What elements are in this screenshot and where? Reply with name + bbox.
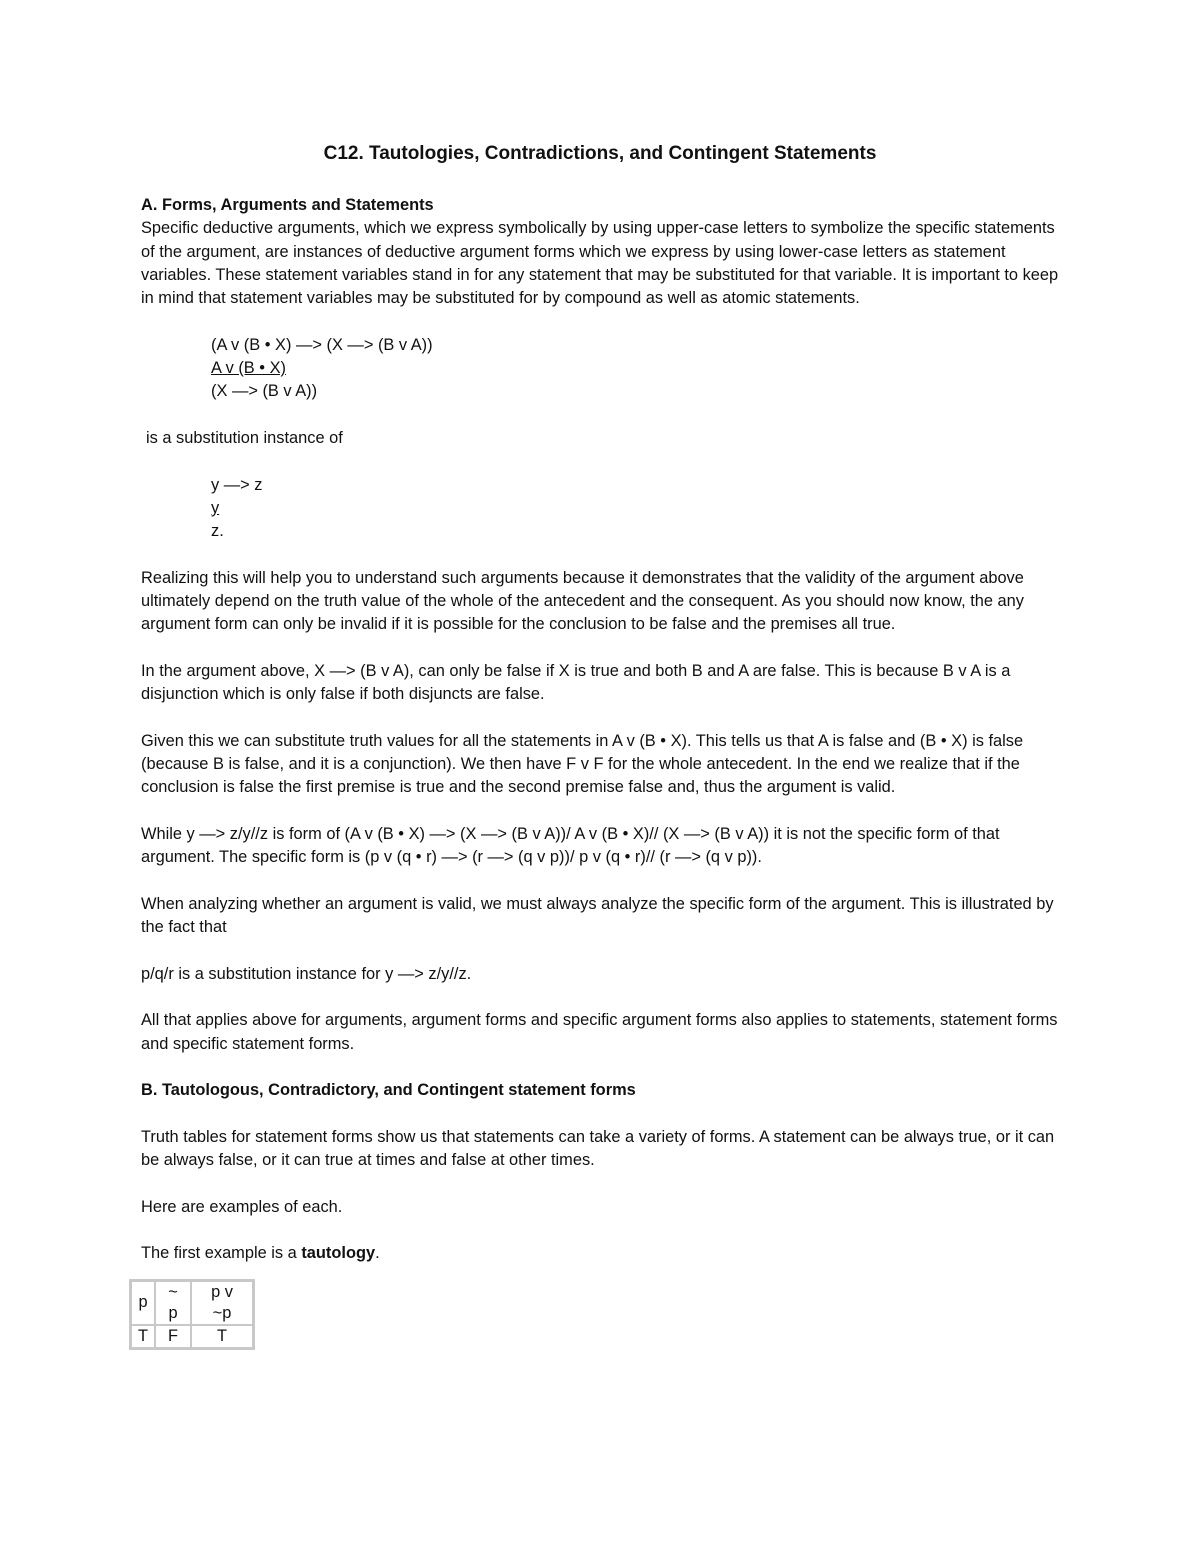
section-b-heading: B. Tautologous, Contradictory, and Contingent statement forms: [141, 1081, 636, 1100]
first-example-prefix: The first example is a: [141, 1244, 302, 1263]
substitution-text: is a substitution instance of: [146, 428, 343, 447]
header-p-or-not-p: p v ~p: [211, 1282, 233, 1322]
form-conclusion: z.: [211, 522, 224, 541]
truth-table-header: [155, 1281, 191, 1325]
truth-table-header: [191, 1281, 253, 1325]
argument-premise-1: (A v (B • X) —> (X —> (B v A)): [211, 335, 433, 354]
document-page: [137, 142, 1071, 1350]
paragraph-substitution-instance: p/q/r is a substitution instance for y —> z/y//z.: [141, 964, 472, 983]
paragraph-first-example: [141, 1242, 1071, 1265]
argument-conclusion: (X —> (B v A)): [211, 382, 318, 401]
truth-table-cell: F: [155, 1325, 191, 1348]
argument-premise-2: A v (B • X): [211, 359, 286, 378]
truth-table-row: [131, 1325, 253, 1348]
truth-table-header: [131, 1281, 155, 1325]
form-premise-1: y —> z: [211, 475, 263, 494]
argument-example: [211, 334, 1071, 404]
argument-form: [211, 474, 1071, 544]
paragraph-realizing: Realizing this will help you to understand such arguments because it demonstrates that the validity of the argument above ultimately depend on the truth value of the whole of the antecedent and the consequent. As you should now know, the any argument form can only be invalid if it is possible for the conclusion to be false and the premises all true.: [141, 568, 1024, 634]
section-a-heading: A. Forms, Arguments and Statements: [141, 196, 434, 214]
form-premise-2: y: [211, 498, 220, 517]
truth-table-cell: T: [191, 1325, 253, 1348]
paragraph-truth-tables: Truth tables for statement forms show us that statements can take a variety of forms. A statement can be always true, or it can be always false, or it can true at times and false at other times.: [141, 1127, 1055, 1170]
tautology-term: tautology: [301, 1244, 376, 1263]
tautology-truth-table: [129, 1279, 255, 1350]
paragraph-given-this: Given this we can substitute truth values for all the statements in A v (B • X). This tells us that A is false and (B • X) is false (because B is false, and it is a conjunction). We then have F v F for the whole antecedent. In the end we realize that if the conclusion is false the first premise is true and the second premise false and, thus the argument is valid.: [141, 731, 1024, 797]
truth-table-cell: T: [131, 1325, 155, 1348]
paragraph-examples: Here are examples of each.: [141, 1197, 343, 1216]
paragraph-analyzing: When analyzing whether an argument is valid, we must always analyze the specific form of the argument. This is illustrated by the fact that: [141, 894, 1054, 937]
paragraph-all-that-applies: All that applies above for arguments, argument forms and specific argument forms also applies to statements, statement forms and specific statement forms.: [141, 1011, 1058, 1053]
first-example-suffix: .: [375, 1244, 380, 1263]
page-title: C12. Tautologies, Contradictions, and Contingent Statements: [323, 143, 877, 164]
header-not-p: ~ p: [168, 1282, 178, 1322]
section-a-intro: Specific deductive arguments, which we express symbolically by using upper-case letters to symbolize the specific statements of the argument, are instances of deductive argument forms which we express by using lower-case letters as statement variables. These statement variables stand in for any statement that may be substituted for that variable. It is important to keep in mind that statement variables may be substituted for by compound as well as atomic statements.: [141, 219, 1059, 308]
paragraph-argument-above: In the argument above, X —> (B v A), can only be false if X is true and both B and A are false. This is because B v A is a disjunction which is only false if both disjuncts are false.: [141, 661, 1011, 704]
paragraph-specific-form: While y —> z/y//z is form of (A v (B • X) —> (X —> (B v A))/ A v (B • X)// (X —> (B v A)) it is not the specific form of that argument. The specific form is (p v (q • r) —> (r —> (q v p))/ p v (q • r)// (r —> (q v p)).: [141, 825, 1000, 867]
header-p: p: [138, 1293, 148, 1312]
truth-table-header-row: [131, 1281, 253, 1325]
